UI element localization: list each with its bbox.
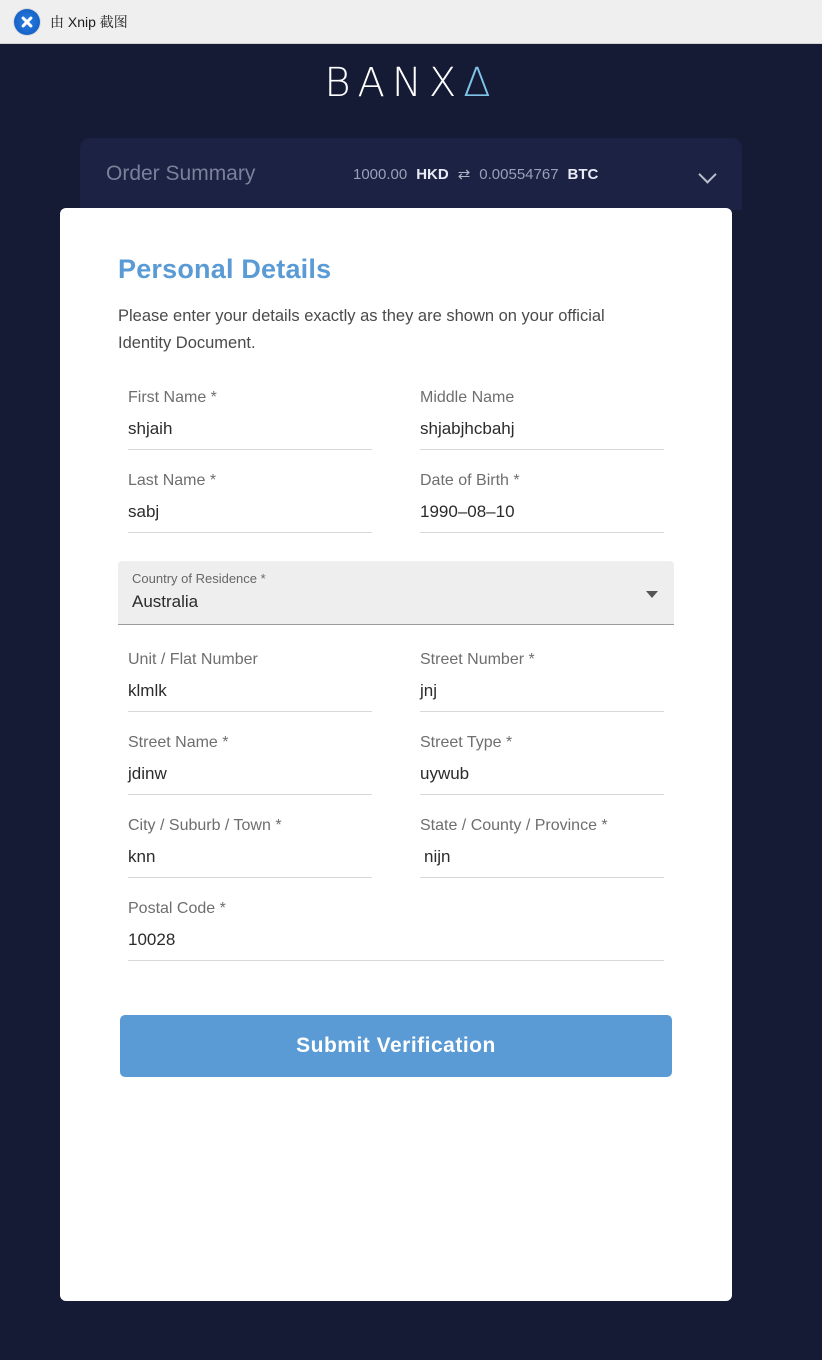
- state-input[interactable]: nijn: [420, 847, 664, 878]
- xnip-icon: [14, 9, 40, 35]
- brand-header: [0, 44, 822, 116]
- street-name-input[interactable]: jdinw: [128, 764, 372, 795]
- brand-name-accent: Δ: [463, 60, 498, 106]
- field-middle-name[interactable]: [410, 389, 674, 450]
- field-label: Date of Birth *: [420, 472, 520, 489]
- form-row: [118, 734, 674, 817]
- field-label: First Name *: [128, 389, 217, 406]
- field-label: Unit / Flat Number: [128, 651, 258, 668]
- submit-verification-button[interactable]: Submit Verification: [120, 1015, 672, 1077]
- crypto-currency: BTC: [567, 165, 599, 183]
- street-type-input[interactable]: uywub: [420, 764, 664, 795]
- form-description: Please enter your details exactly as they are shown on your official Identity Document.: [118, 307, 605, 352]
- middle-name-input[interactable]: shjabjhcbahj: [420, 419, 664, 450]
- field-state[interactable]: [410, 817, 674, 878]
- form-row: [118, 900, 674, 983]
- chevron-down-icon[interactable]: [700, 166, 716, 182]
- swap-icon: ⇄: [457, 166, 471, 183]
- street-number-input[interactable]: jnj: [420, 681, 664, 712]
- crypto-amount: 0.00554767: [479, 165, 559, 183]
- form-row: [118, 472, 674, 555]
- form-row: [118, 389, 674, 472]
- submit-area: [118, 1015, 674, 1077]
- country-selected-value: Australia: [132, 592, 199, 611]
- postal-code-input[interactable]: 10028: [128, 930, 664, 961]
- field-label: Street Number *: [420, 651, 535, 668]
- field-unit-number[interactable]: [118, 651, 382, 712]
- select-label: Country of Residence *: [132, 571, 266, 586]
- page-background: [0, 44, 822, 1360]
- screenshot-capture-bar: [0, 0, 822, 44]
- city-input[interactable]: knn: [128, 847, 372, 878]
- field-label: Postal Code *: [128, 900, 226, 917]
- field-label: City / Suburb / Town *: [128, 817, 282, 834]
- field-last-name[interactable]: [118, 472, 382, 533]
- fiat-currency: HKD: [416, 165, 449, 183]
- brand-logo: [324, 60, 497, 106]
- field-postal-code[interactable]: [118, 900, 674, 961]
- order-summary-bar[interactable]: [80, 138, 742, 210]
- field-label: Street Name *: [128, 734, 229, 751]
- form-row: [118, 651, 674, 734]
- personal-details-card: [60, 208, 732, 1301]
- field-label: State / County / Province *: [420, 817, 608, 834]
- capture-bar-label: 由 Xnip 截图: [50, 13, 128, 30]
- field-label: Last Name *: [128, 472, 217, 489]
- unit-number-input[interactable]: klmlk: [128, 681, 372, 712]
- dropdown-arrow-icon[interactable]: [646, 591, 658, 598]
- field-street-type[interactable]: [410, 734, 674, 795]
- brand-name-main: BANX: [324, 60, 464, 106]
- last-name-input[interactable]: sabj: [128, 502, 372, 533]
- order-summary-amounts: [255, 165, 696, 183]
- country-of-residence-select[interactable]: [118, 561, 674, 625]
- page-title: Personal Details: [118, 254, 332, 284]
- field-label: Street Type *: [420, 734, 513, 751]
- field-city[interactable]: [118, 817, 382, 878]
- fiat-amount: 1000.00: [352, 165, 408, 183]
- form-row: [118, 817, 674, 900]
- field-street-name[interactable]: [118, 734, 382, 795]
- field-first-name[interactable]: [118, 389, 382, 450]
- field-date-of-birth[interactable]: [410, 472, 674, 533]
- order-summary-title: Order Summary: [106, 162, 256, 185]
- first-name-input[interactable]: shjaih: [128, 419, 372, 450]
- date-of-birth-input[interactable]: 1990–08–10: [420, 502, 664, 533]
- field-label: Middle Name: [420, 389, 515, 406]
- field-street-number[interactable]: [410, 651, 674, 712]
